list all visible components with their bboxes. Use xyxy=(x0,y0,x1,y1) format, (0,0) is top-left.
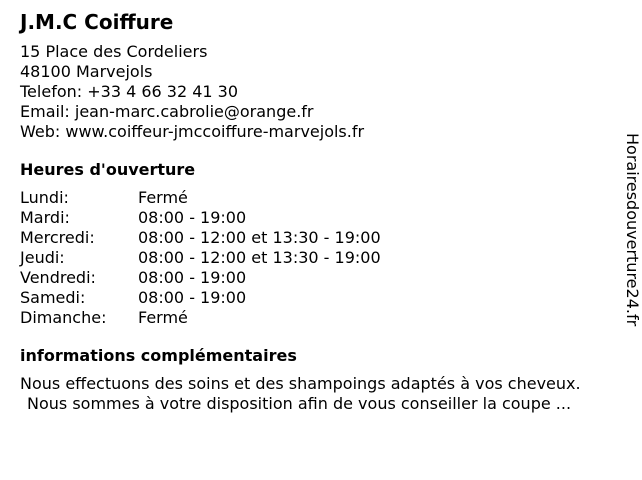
website-address: Web: www.coiffeur-jmccoiffure-marvejols.fr xyxy=(20,122,365,141)
hours-row-samedi xyxy=(20,288,620,308)
day-label: Dimanche: xyxy=(20,308,107,327)
business-name: J.M.C Coiffure xyxy=(20,10,174,34)
info-line-2: Nous sommes à votre disposition afin de vous conseiller la coupe ... xyxy=(27,394,572,413)
time-value: Fermé xyxy=(138,188,188,207)
hours-row-lundi xyxy=(20,188,620,208)
time-value: 08:00 - 12:00 et 13:30 - 19:00 xyxy=(138,228,381,247)
time-value: 08:00 - 19:00 xyxy=(138,268,247,287)
time-value: 08:00 - 19:00 xyxy=(138,208,247,227)
phone-number: Telefon: +33 4 66 32 41 30 xyxy=(20,82,239,101)
day-label: Samedi: xyxy=(20,288,86,307)
day-label: Lundi: xyxy=(20,188,69,207)
hours-table xyxy=(20,188,620,328)
info-description xyxy=(20,374,620,414)
hours-row-mercredi xyxy=(20,228,620,248)
hours-heading: Heures d'ouverture xyxy=(20,160,196,179)
hours-row-vendredi xyxy=(20,268,620,288)
hours-row-mardi xyxy=(20,208,620,228)
email-address: Email: jean-marc.cabrolie@orange.fr xyxy=(20,102,314,121)
watermark-text: Horairesdouverture24.fr xyxy=(623,133,642,327)
time-value: Fermé xyxy=(138,308,188,327)
day-label: Vendredi: xyxy=(20,268,96,287)
city-address: 48100 Marvejols xyxy=(20,62,153,81)
contact-block xyxy=(20,42,620,142)
day-label: Mardi: xyxy=(20,208,70,227)
info-heading: informations complémentaires xyxy=(20,346,297,365)
day-label: Jeudi: xyxy=(20,248,65,267)
watermark xyxy=(622,133,642,345)
info-line-1: Nous effectuons des soins et des shampoings adaptés à vos cheveux. xyxy=(20,374,581,393)
street-address: 15 Place des Cordeliers xyxy=(20,42,208,61)
time-value: 08:00 - 12:00 et 13:30 - 19:00 xyxy=(138,248,381,267)
day-label: Mercredi: xyxy=(20,228,95,247)
hours-row-dimanche xyxy=(20,308,620,328)
business-card xyxy=(20,8,620,414)
time-value: 08:00 - 19:00 xyxy=(138,288,247,307)
hours-row-jeudi xyxy=(20,248,620,268)
